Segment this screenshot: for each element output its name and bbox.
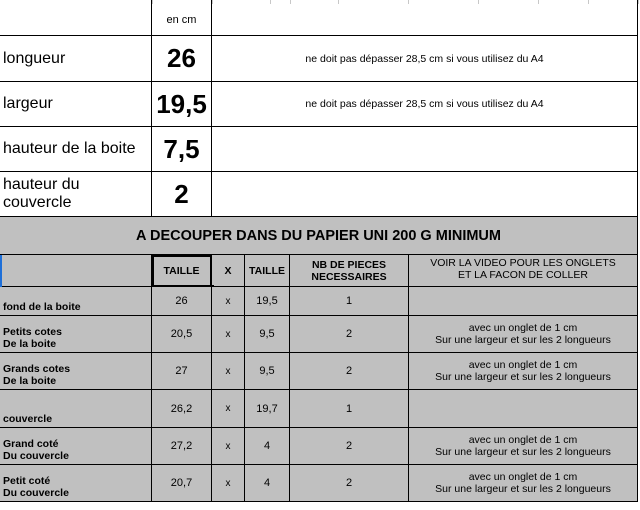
dimension-note-longueur[interactable]: ne doit pas dépasser 28,5 cm si vous utilisez du A4: [212, 36, 638, 82]
dimension-note-hauteur-boite[interactable]: [212, 127, 638, 172]
row-label-line2: Du couvercle: [3, 450, 69, 462]
dimension-note-largeur[interactable]: ne doit pas dépasser 28,5 cm si vous utilisez du A4: [212, 82, 638, 127]
row-taille-2[interactable]: 19,5: [245, 287, 290, 316]
row-description[interactable]: [409, 353, 638, 390]
dimension-label-hauteur-boite[interactable]: hauteur de la boite: [0, 127, 152, 172]
row-label[interactable]: [0, 465, 152, 502]
row-label[interactable]: [0, 316, 152, 353]
row-label[interactable]: [0, 287, 152, 316]
row-x[interactable]: x: [212, 390, 245, 428]
dimension-value-longueur[interactable]: 26: [152, 36, 212, 82]
row-label-line1: Grands cotes: [3, 363, 71, 375]
header-nb-pieces-line1: NB DE PIECES: [311, 258, 387, 271]
header-video[interactable]: [409, 255, 638, 287]
row-x[interactable]: x: [212, 353, 245, 390]
row-label-line1: Grand coté: [3, 438, 59, 450]
header-nb-pieces-line2: NECESSAIRES: [311, 270, 387, 283]
row-description-line2: Sur une largeur et sur les 2 longueurs: [435, 483, 611, 495]
row-taille-1[interactable]: 20,7: [152, 465, 212, 502]
row-x[interactable]: x: [212, 316, 245, 353]
row-description-line2: Sur une largeur et sur les 2 longueurs: [435, 371, 611, 383]
header-video-line2: ET LA FACON DE COLLER: [458, 269, 588, 281]
row-taille-1[interactable]: 27,2: [152, 428, 212, 465]
row-description[interactable]: [409, 390, 638, 428]
row-taille-1[interactable]: 20,5: [152, 316, 212, 353]
dimension-label-hauteur-couvercle[interactable]: hauteur du couvercle: [0, 172, 152, 217]
dimension-value-hauteur-boite[interactable]: 7,5: [152, 127, 212, 172]
row-label-line2: De la boite: [3, 375, 57, 387]
row-taille-2[interactable]: 4: [245, 428, 290, 465]
dimension-note-hauteur-couvercle[interactable]: [212, 172, 638, 217]
section-title[interactable]: A DECOUPER DANS DU PAPIER UNI 200 G MINIMUM: [0, 217, 638, 255]
row-nb-pieces[interactable]: 1: [290, 287, 409, 316]
header-video-line1: VOIR LA VIDEO POUR LES ONGLETS: [430, 257, 616, 269]
row-description[interactable]: [409, 287, 638, 316]
header-x[interactable]: X: [212, 255, 245, 287]
unit-label-cell[interactable]: en cm: [152, 0, 212, 36]
header-nb-pieces[interactable]: [290, 255, 409, 287]
row-x[interactable]: x: [212, 428, 245, 465]
dimension-label-largeur[interactable]: largeur: [0, 82, 152, 127]
row-taille-2[interactable]: 19,7: [245, 390, 290, 428]
row-label-line2: Du couvercle: [3, 487, 69, 499]
header-taille-2[interactable]: TAILLE: [245, 255, 290, 287]
row-description-line2: Sur une largeur et sur les 2 longueurs: [435, 334, 611, 346]
row-label[interactable]: [0, 428, 152, 465]
row-nb-pieces[interactable]: 2: [290, 428, 409, 465]
row-x[interactable]: x: [212, 465, 245, 502]
row-label-line2: fond de la boite: [3, 301, 81, 313]
row-nb-pieces[interactable]: 1: [290, 390, 409, 428]
dimension-label-longueur[interactable]: longueur: [0, 36, 152, 82]
row-description-line1: avec un onglet de 1 cm: [468, 358, 578, 371]
row-description[interactable]: [409, 316, 638, 353]
row-x[interactable]: x: [212, 287, 245, 316]
cell-blank[interactable]: [0, 0, 152, 36]
row-description-line1: avec un onglet de 1 cm: [468, 433, 578, 446]
row-nb-pieces[interactable]: 2: [290, 353, 409, 390]
row-description[interactable]: [409, 465, 638, 502]
row-label-line2: couvercle: [3, 413, 53, 425]
header-blank[interactable]: [0, 255, 152, 287]
row-nb-pieces[interactable]: 2: [290, 465, 409, 502]
row-label-line1: Petit coté: [3, 475, 51, 487]
row-label[interactable]: [0, 353, 152, 390]
row-description[interactable]: [409, 428, 638, 465]
row-nb-pieces[interactable]: 2: [290, 316, 409, 353]
row-description-line1: avec un onglet de 1 cm: [468, 470, 578, 483]
row-taille-2[interactable]: 4: [245, 465, 290, 502]
row-taille-1[interactable]: 26: [152, 287, 212, 316]
row-label[interactable]: [0, 390, 152, 428]
dimension-value-hauteur-couvercle[interactable]: 2: [152, 172, 212, 217]
row-label-line1: Petits cotes: [3, 326, 62, 338]
cell-blank[interactable]: [212, 0, 638, 36]
dimension-value-largeur[interactable]: 19,5: [152, 82, 212, 127]
row-taille-1[interactable]: 26,2: [152, 390, 212, 428]
row-indicator: [0, 255, 2, 287]
row-taille-1[interactable]: 27: [152, 353, 212, 390]
row-taille-2[interactable]: 9,5: [245, 353, 290, 390]
row-description-line1: avec un onglet de 1 cm: [468, 321, 578, 334]
header-taille-1[interactable]: TAILLE: [152, 255, 212, 287]
row-taille-2[interactable]: 9,5: [245, 316, 290, 353]
row-label-line2: De la boite: [3, 338, 57, 350]
row-description-line2: Sur une largeur et sur les 2 longueurs: [435, 446, 611, 458]
